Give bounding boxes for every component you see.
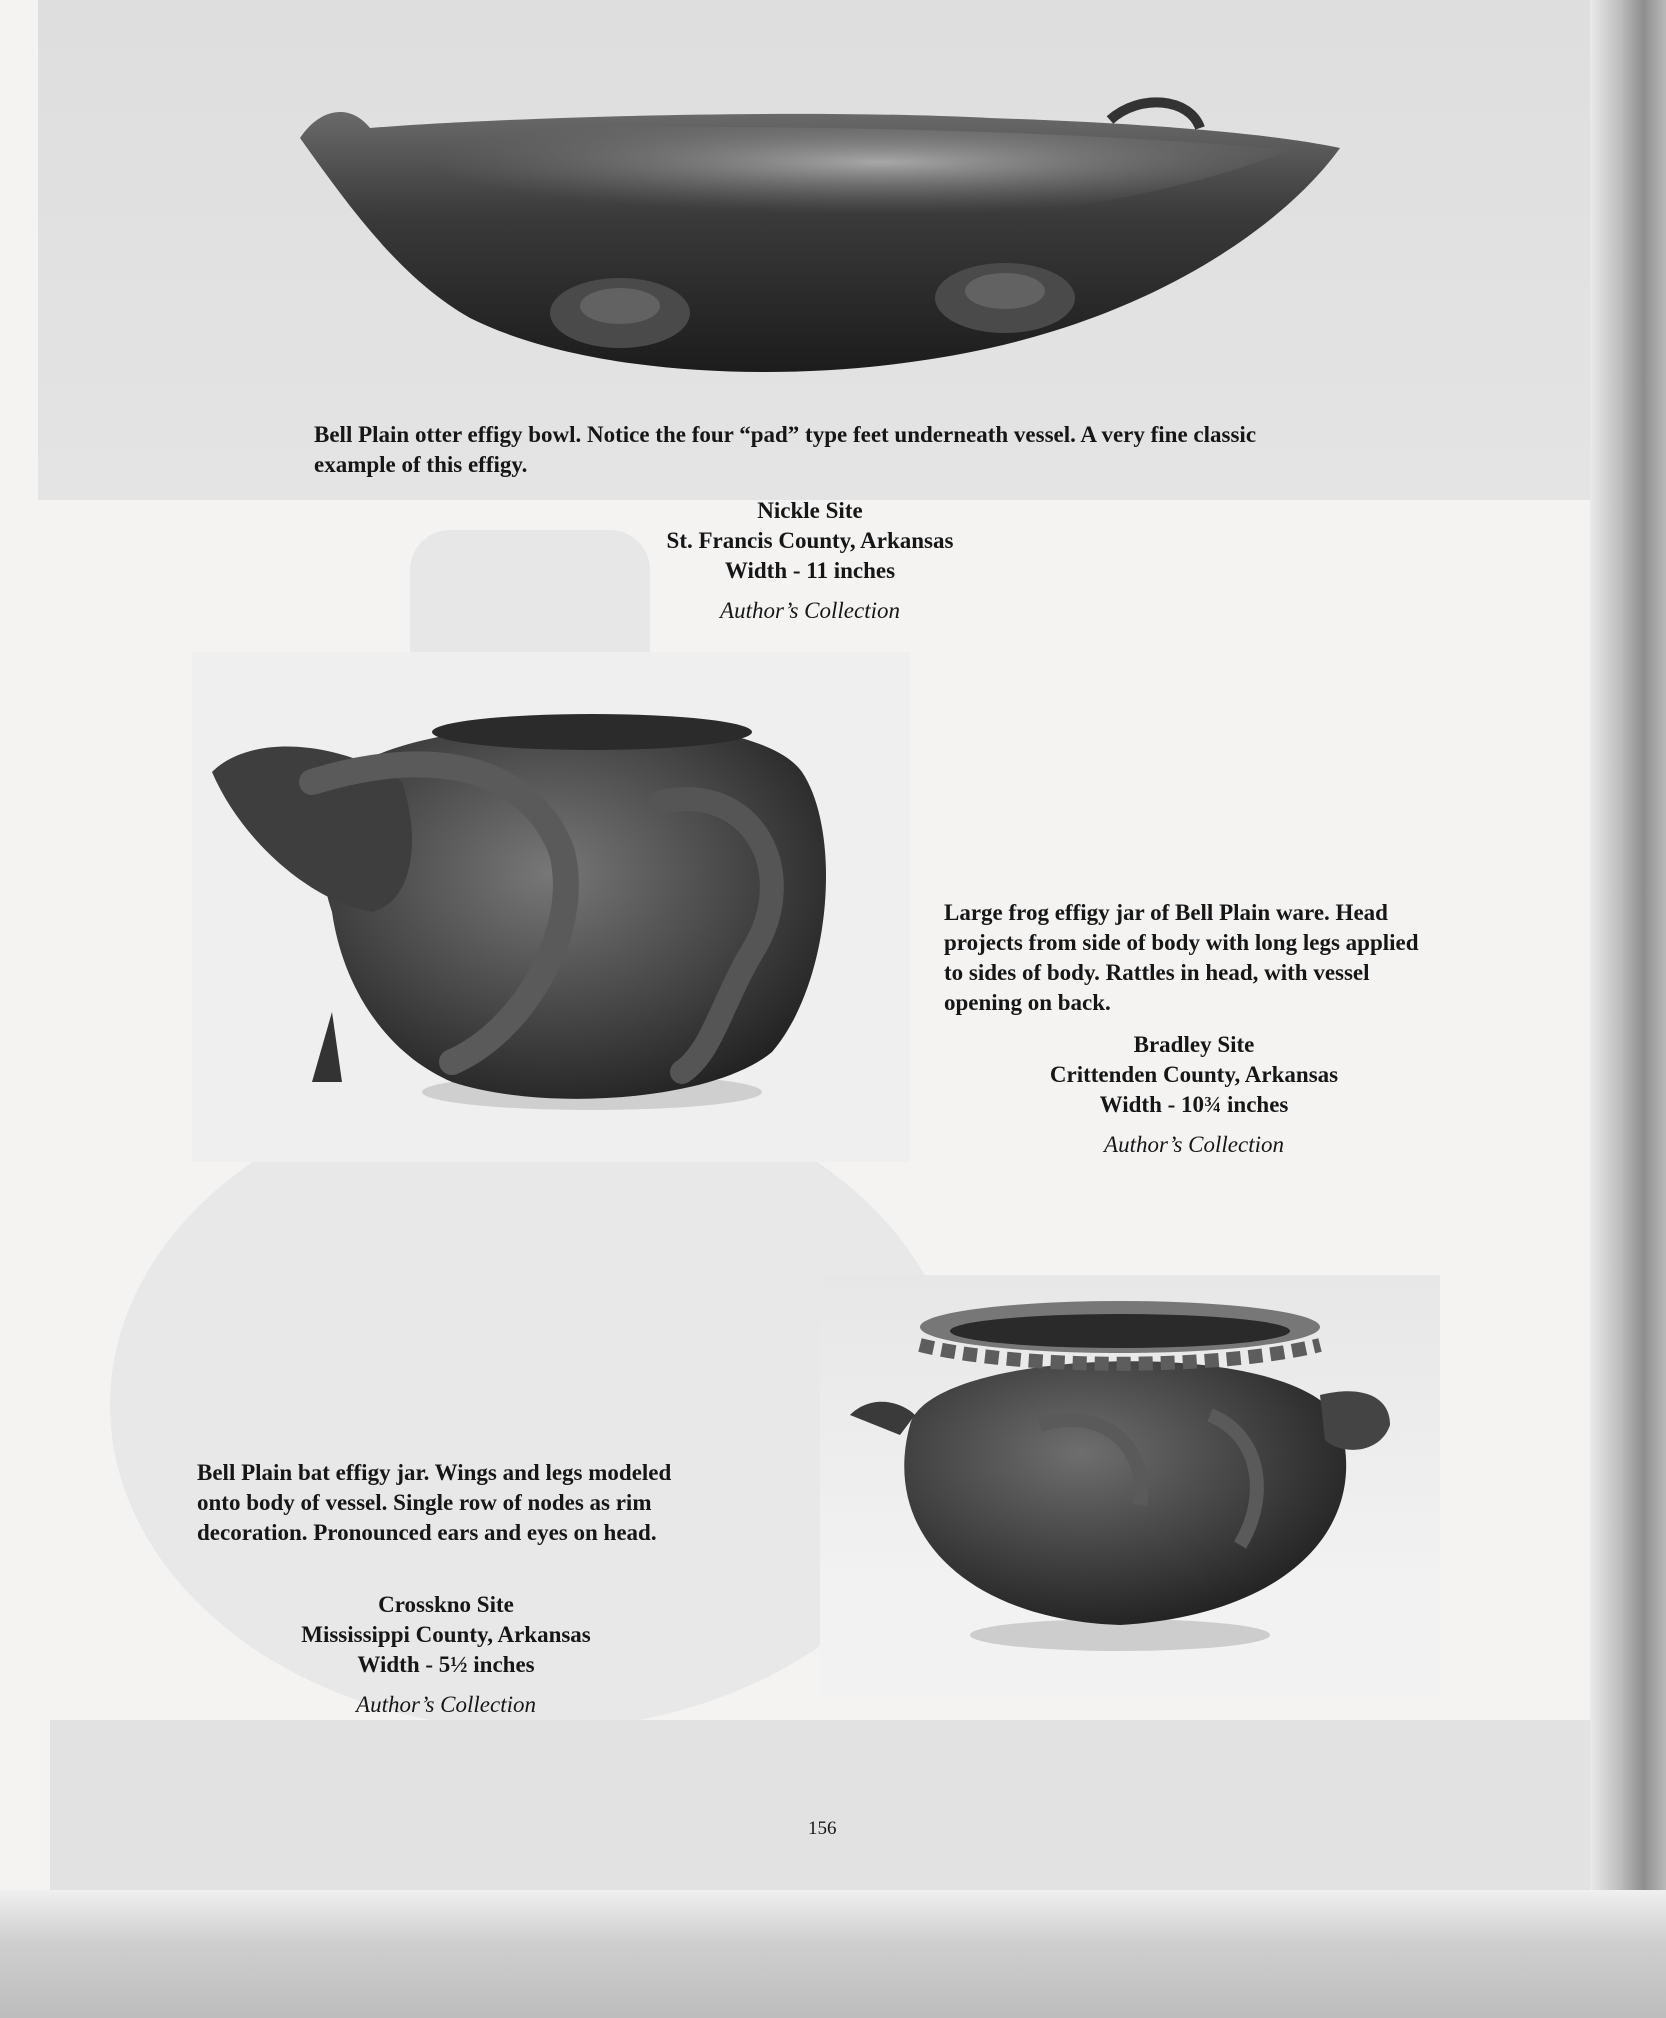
frog-jar-photo	[192, 652, 910, 1162]
otter-bowl-photo	[290, 88, 1350, 398]
bat-jar-site: Crosskno Site	[378, 1592, 514, 1617]
otter-bowl-collection: Author’s Collection	[720, 598, 900, 623]
frog-jar-county: Crittenden County, Arkansas	[1049, 1062, 1339, 1087]
bat-jar-caption: Bell Plain bat effigy jar. Wings and legs modeled onto body of vessel. Single row of nodes as rim decoration. Pronounced ears and eyes on head.	[197, 1460, 672, 1545]
frog-jar-site: Bradley Site	[1133, 1032, 1255, 1057]
bat-jar-photo	[820, 1275, 1440, 1695]
otter-bowl-county: St. Francis County, Arkansas	[666, 528, 954, 553]
otter-bowl-width: Width - 11 inches	[724, 558, 896, 583]
page-number: 156	[808, 1818, 837, 1839]
frog-jar-width: Width - 10¾ inches	[1099, 1092, 1289, 1117]
bat-jar-county: Mississippi County, Arkansas	[301, 1622, 591, 1647]
bleed-through-footer	[50, 1720, 1600, 1890]
otter-bowl-caption: Bell Plain otter effigy bowl. Notice the four “pad” type feet underneath vessel. A very fine classic example of this effigy.	[314, 422, 1257, 477]
bottom-scan-shadow	[0, 1890, 1666, 2018]
otter-bowl-site: Nickle Site	[757, 498, 863, 523]
page-spine-shadow	[1590, 0, 1666, 2018]
frog-jar-caption: Large frog effigy jar of Bell Plain ware. Head projects from side of body with long legs applied to sides of body. Rattles in head, with vessel opening on back.	[944, 900, 1419, 1015]
bat-jar-collection: Author’s Collection	[356, 1692, 536, 1717]
bat-jar-width: Width - 5½ inches	[357, 1652, 535, 1677]
frog-jar-collection: Author’s Collection	[1104, 1132, 1284, 1157]
